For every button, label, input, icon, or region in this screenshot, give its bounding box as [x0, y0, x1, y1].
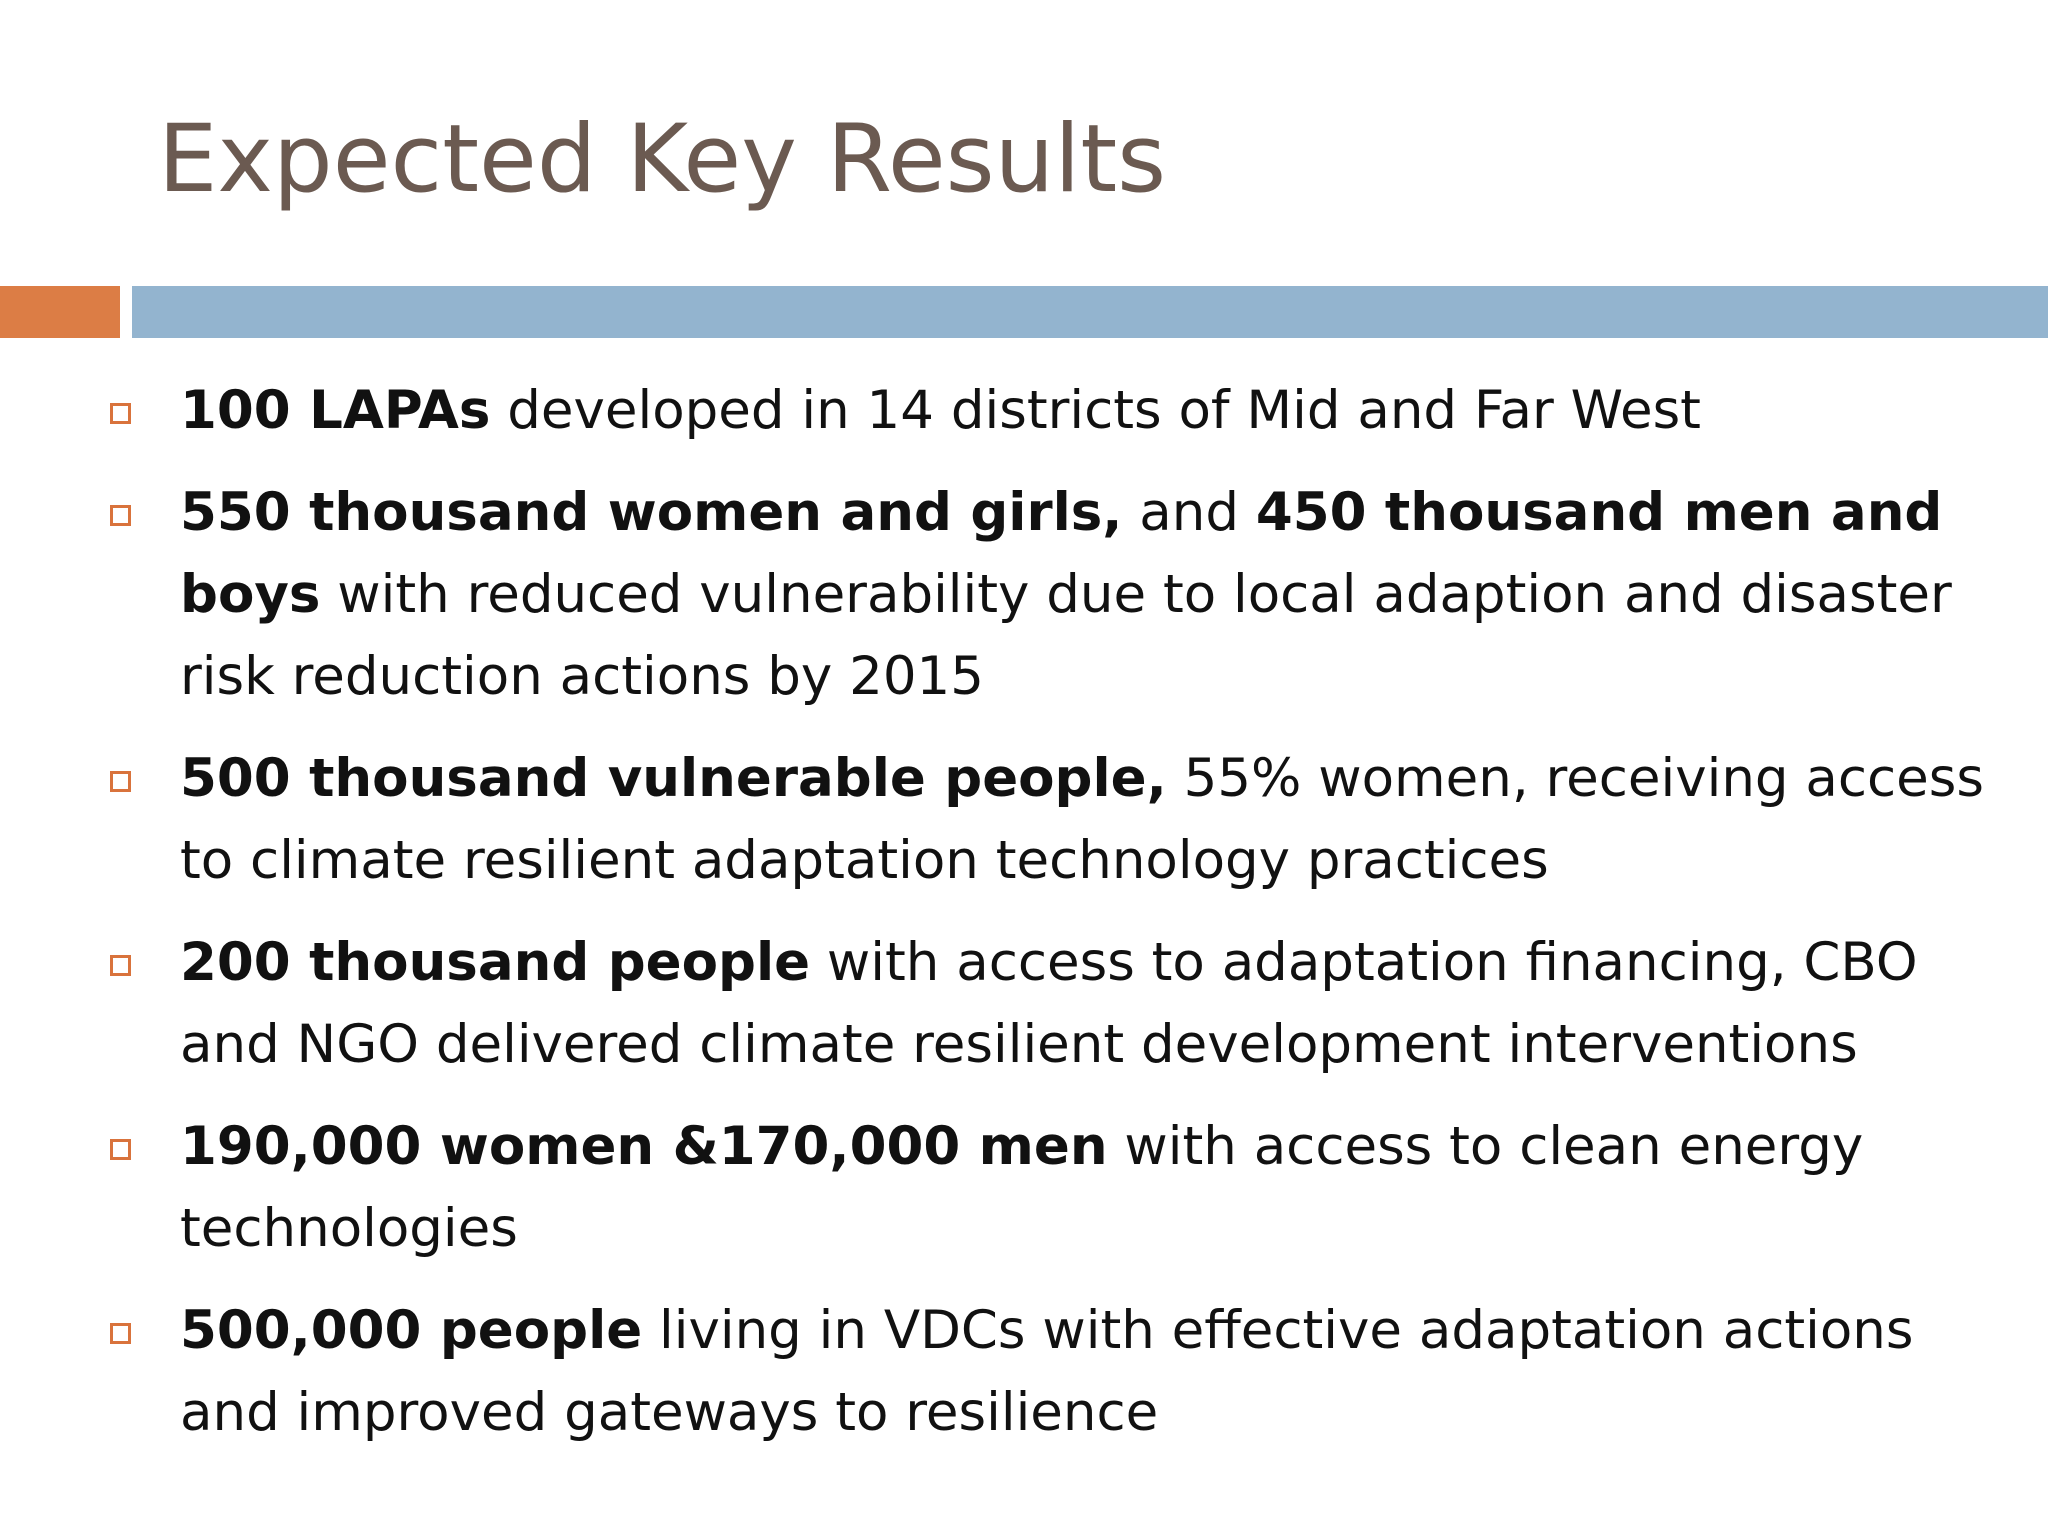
result-highlight: 190,000 women &170,000 men: [180, 1116, 1108, 1177]
title-divider-bar: [132, 286, 2048, 338]
result-item: [0, 1290, 2048, 1454]
hollow-square-bullet-icon: [110, 955, 131, 976]
result-highlight: 100 LAPAs: [180, 380, 491, 441]
hollow-square-bullet-icon: [110, 771, 131, 792]
result-text: [180, 1116, 1863, 1259]
result-text: [180, 482, 1952, 707]
result-detail: with access to clean energy technologies: [180, 1116, 1864, 1259]
result-item: [0, 472, 2048, 718]
result-text: [180, 1300, 1913, 1443]
result-text: [180, 748, 1984, 891]
slide-title: Expected Key Results: [158, 105, 1167, 214]
result-item: [0, 1106, 2048, 1270]
result-detail: developed in 14 districts of Mid and Far West: [490, 380, 1701, 441]
result-item: [0, 922, 2048, 1086]
result-text: [180, 932, 1918, 1075]
result-detail: 55% women, receiving access to climate resilient adaptation technology practices: [180, 748, 1985, 891]
result-detail: and: [1122, 482, 1256, 543]
result-item: [0, 738, 2048, 902]
result-detail: with access to adaptation financing, CBO and NGO delivered climate resilient development interventions: [180, 932, 1918, 1075]
hollow-square-bullet-icon: [110, 1323, 131, 1344]
result-highlight: 200 thousand people: [180, 932, 811, 993]
result-text: [180, 380, 1701, 441]
hollow-square-bullet-icon: [110, 505, 131, 526]
result-highlight: 500,000 people: [180, 1300, 643, 1361]
hollow-square-bullet-icon: [110, 1139, 131, 1160]
result-item: [0, 370, 2048, 452]
hollow-square-bullet-icon: [110, 403, 131, 424]
results-list: [0, 370, 2048, 1474]
result-detail: with reduced vulnerability due to local adaption and disaster risk reduction actions by 2015: [180, 564, 1952, 707]
accent-bar: [0, 286, 120, 338]
result-detail: living in VDCs with effective adaptation actions and improved gateways to resilience: [180, 1300, 1914, 1443]
result-highlight: 550 thousand women and girls,: [180, 482, 1123, 543]
result-highlight: 450 thousand men and boys: [180, 482, 1943, 625]
result-highlight: 500 thousand vulnerable people,: [180, 748, 1167, 809]
